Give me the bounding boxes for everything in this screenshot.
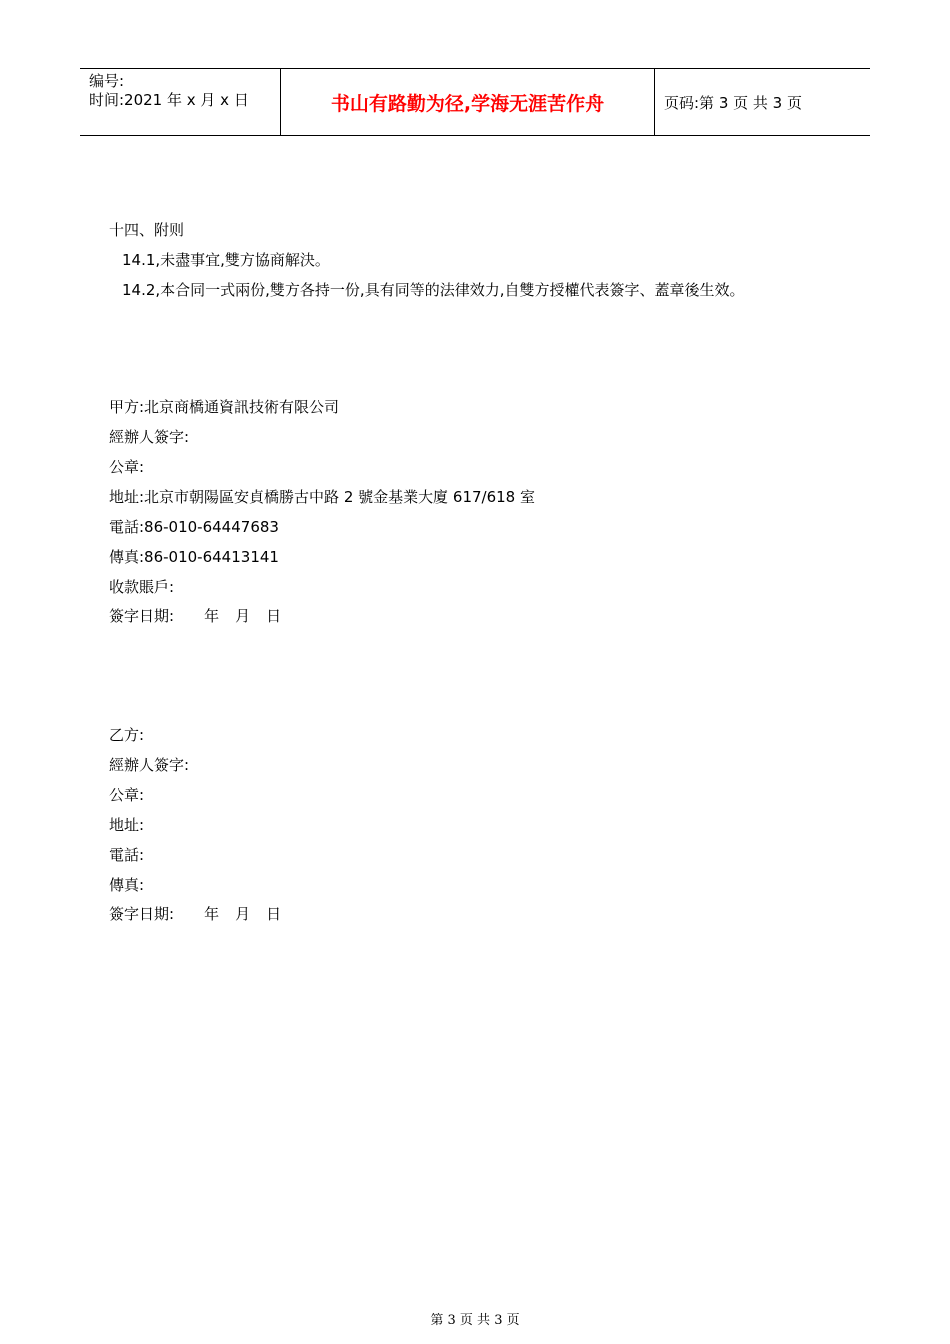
party-b-seal: 公章: [109, 786, 145, 804]
party-a-name: 甲方:北京商橋通資訊技術有限公司 [109, 398, 340, 416]
party-a-account: 收款賬戶: [109, 578, 175, 596]
party-b-address: 地址: [109, 816, 145, 834]
document-time-label: 时间:2021 年 x 月 x 日 [89, 91, 249, 109]
document-header [80, 68, 870, 136]
party-a-date-label: 簽字日期: [109, 607, 175, 625]
party-b-sign-date [109, 904, 281, 924]
party-b-date-month: 月 [235, 905, 251, 923]
party-a-phone: 電話:86-010-64447683 [109, 518, 279, 536]
party-b-fax: 傳真: [109, 876, 145, 894]
party-b-name: 乙方: [109, 726, 145, 744]
clause-14-1: 14.1,未盡事宜,雙方協商解決。 [122, 251, 330, 269]
party-b-phone: 電話: [109, 846, 145, 864]
party-b-date-year: 年 [204, 905, 220, 923]
party-a-fax: 傳真:86-010-64413141 [109, 548, 279, 566]
header-page-cell [655, 69, 870, 135]
clause-14-2: 14.2,本合同一式兩份,雙方各持一份,具有同等的法律效力,自雙方授權代表簽字、蓋章後生效。 [122, 281, 745, 299]
party-b-date-day: 日 [266, 905, 282, 923]
party-a-date-year: 年 [204, 607, 220, 625]
party-b-date-label: 簽字日期: [109, 905, 175, 923]
header-info-cell [80, 69, 281, 135]
party-b-signer: 經辦人簽字: [109, 756, 190, 774]
section-title: 十四、附则 [109, 221, 185, 239]
party-a-date-day: 日 [266, 607, 282, 625]
party-a-address: 地址:北京市朝陽區安貞橋勝古中路 2 號金基業大廈 617/618 室 [109, 488, 535, 506]
party-a-signer: 經辦人簽字: [109, 428, 190, 446]
page-code-label: 页码:第 3 页 共 3 页 [664, 94, 802, 112]
motto-text: 书山有路勤为径,学海无涯苦作舟 [330, 93, 605, 115]
party-a-sign-date [109, 606, 281, 626]
page-footer: 第 3 页 共 3 页 [430, 1313, 520, 1328]
party-a-seal: 公章: [109, 458, 145, 476]
party-a-date-month: 月 [235, 607, 251, 625]
document-number-label: 编号: [89, 72, 125, 90]
header-motto-cell [281, 69, 655, 135]
